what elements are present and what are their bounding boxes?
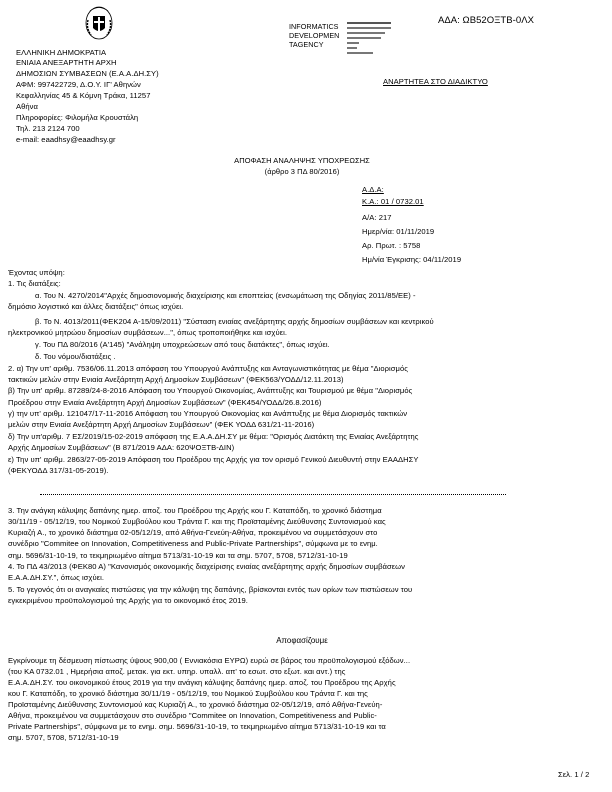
anartitea-label: ΑΝΑΡΤΗΤΕΑ ΣΤΟ ΔΙΑΔΙΚΤΥΟ bbox=[383, 77, 488, 86]
meta-approval: Ημ/νία Έγκρισης: 04/11/2019 bbox=[362, 255, 462, 264]
decision-line: Ε.Α.Α.ΔΗ.ΣΥ. του οικονομικού έτους 2019 για την ανάγκη κάλυψης δαπάνης ημερ. αποζ. του Προέδρου της Αρχής bbox=[8, 678, 396, 687]
considering-line: ε) Την υπ' αριθμ. 2863/27-05-2019 Απόφαση του Προέδρου της Αρχής για τον ορισμό Γενικού Διευθυντή στην ΕΑΑΔΗΣΥ bbox=[8, 455, 419, 464]
considering-line: μελών στην Ενιαία Ανεξάρτητη Αρχή Δημοσίων Συμβάσεων" (ΦΕΚ ΥΟΔΔ 631/21-11-2016) bbox=[8, 420, 315, 429]
point-line: 5. Το γεγονός ότι οι αναγκαίες πιστώσεις για την κάλυψη της δαπάνης, βρίσκονται εντός των ορίων των πιστώσεων του bbox=[8, 585, 413, 594]
issuer-line: Αθήνα bbox=[16, 102, 38, 111]
meta-ka: Κ.Α.: 01 / 0732.01 bbox=[362, 197, 424, 206]
point-line: Κυριαζή Α., το χρονικό διάστημα 02-05/12/19, από Αθήνα-Γενεύη-Αθήνα, προκειμένου να συμμετάσχουν στο bbox=[8, 528, 378, 537]
considering-line: Αρχής Δημοσίων Συμβάσεων" (Β 871/2019 ΑΔΑ: 620ΨΟΞΤΒ-ΔΙΝ) bbox=[8, 443, 235, 452]
considering-line: α. Του Ν. 4270/2014"Αρχές δημοσιονομικής διαχείρισης και εποπτείας (ενσωμάτωση της Οδηγίας 2011/85/ΕΕ) - bbox=[35, 291, 416, 300]
issuer-email[interactable]: e-mail: eaadhsy@eaadhsy.gr bbox=[16, 135, 116, 144]
logo-line-3: TAGENCY bbox=[289, 40, 324, 49]
issuer-line: Κεφαλληνίας 45 & Κόμνη Τράκα, 11257 bbox=[16, 91, 151, 100]
issuer-line: ΑΦΜ: 997422729, Δ.Ο.Υ. ΙΓ' Αθηνών bbox=[16, 80, 141, 89]
logo-line-2: DEVELOPMEN bbox=[289, 31, 340, 40]
logo-line-1: INFORMATICS bbox=[289, 22, 339, 31]
meta-protocol: Αρ. Πρωτ. : 5758 bbox=[362, 241, 421, 250]
decision-line: Private Partnerships", σύμφωνα με το ενημ. σημ. 5696/31-10-19, το τεκμηριωμένο αίτημα 5713/31-10-19 και τα bbox=[8, 722, 386, 731]
considering-line: Προέδρου στην Ενιαία Ανεξάρτητη Αρχή Δημοσίων Συμβάσεων" (ΦΕΚ454/ΥΟΔΔ/26.8.2016) bbox=[8, 398, 322, 407]
considering-line: β) Την υπ' αριθμ. 87289/24-8-2016 Απόφαση του Υπουργού Οικονομίας, Ανάπτυξης και Τουρισμού με θέμα "Διορισμός bbox=[8, 386, 413, 395]
decision-line: σημ. 5707, 5708, 5712/31-10-19 bbox=[8, 733, 119, 742]
decision-line: Αθήνα, προκειμένου να συμμετάσχουν στο συνέδριο "Commitee on Innovation, Competitiveness and Public- bbox=[8, 711, 377, 720]
issuer-line: Τηλ. 213 2124 700 bbox=[16, 124, 80, 133]
issuer-line: ΕΛΛΗΝΙΚΗ ΔΗΜΟΚΡΑΤΙΑ bbox=[16, 48, 107, 57]
considering-line: 1. Τις διατάξεις: bbox=[8, 279, 61, 288]
decision-line: Προϊσταμένης Διεύθυνσης Συντονισμού κας Κυριαζή Α., το χρονικό διάστημα 02-05/12/19, από Αθήνα-Γενεύη- bbox=[8, 700, 383, 709]
document-title: ΑΠΟΦΑΣΗ ΑΝΑΛΗΨΗΣ ΥΠΟΧΡΕΩΣΗΣ bbox=[234, 156, 370, 165]
ada-top: ΑΔΑ: ΩΒ52ΟΞΤΒ-0ΛΧ bbox=[438, 15, 534, 26]
considering-line: γ) την υπ' αριθμ. 121047/17-11-2016 Απόφαση του Υπουργού Οικονομίας και Ανάπτυξης με θέμα Διορισμός τακτικών bbox=[8, 409, 408, 418]
point-line: 30/11/19 - 05/12/19, του Νομικού Συμβούλου κου Τράντα Γ. και της Προϊσταμένης Διεύθυνσης Συντονισμού κας bbox=[8, 517, 386, 526]
issuer-line: ΔΗΜΟΣΙΩΝ ΣΥΜΒΑΣΕΩΝ (Ε.Α.Α.ΔΗ.ΣΥ) bbox=[16, 69, 159, 78]
point-line: εγκεκριμένου προϋπολογισμού της Αρχής για το οικονομικό έτος 2019. bbox=[8, 596, 248, 605]
point-line: σημ. 5696/31-10-19, το τεκμηριωμένο αίτημα 5713/31-10-19 και τα σημ. 5707, 5708, 5712/31-10-19 bbox=[8, 551, 348, 560]
point-line: 3. Την ανάγκη κάλυψης δαπάνης ημερ. αποζ. του Προέδρου της Αρχής κου Γ. Καταπόδη, το χρονικό διάστημα bbox=[8, 506, 382, 515]
considering-line: (ΦΕΚΥΟΔΔ 317/31-05-2019). bbox=[8, 466, 109, 475]
decide-heading: Αποφασίζουμε bbox=[276, 636, 328, 645]
point-line: συνέδριο "Commitee on Innovation, Competitiveness and Public-Private Partnerships", σύμφωνα με το ενημ. bbox=[8, 539, 378, 548]
considering-line: δημόσιο λογιστικό και άλλες διατάξεις" όπως ισχύει. bbox=[8, 302, 184, 311]
page-number: Σελ. 1 / 2 bbox=[558, 770, 590, 779]
issuer-line: ΕΝΙΑΙΑ ΑΝΕΞΑΡΤΗΤΗ ΑΡΧΗ bbox=[16, 58, 117, 67]
decision-line: (του ΚΑ 0732.01 , Ημερήσια αποζ. μετακ. για εκτ. υπηρ. υπαλλ. απ' το εσωτ. στο εξωτ. και αντ.) της bbox=[8, 667, 346, 676]
meta-ada: Α.Δ.Α: bbox=[362, 185, 384, 194]
document-subtitle: (άρθρο 3 ΠΔ 80/2016) bbox=[264, 167, 340, 176]
considering-line: δ) Την υπ'αριθμ. 7 ΕΣ/2019/15-02-2019 απόφαση της Ε.Α.Α.ΔΗ.ΣΥ με θέμα: "Ορισμός Διατάκτη της Ενιαίας Ανεξάρτητης bbox=[8, 432, 419, 441]
considering-line: 2. α) Την υπ' αριθμ. 7536/06.11.2013 απόφαση του Υπουργού Ανάπτυξης και Ανταγωνιστικότητας με θέμα "Διορισμός bbox=[8, 364, 408, 373]
considering-line: γ. Του ΠΔ 80/2016 (Α'145) "Ανάληψη υποχρεώσεων από τους διατάκτες", όπως ισχύει. bbox=[35, 340, 330, 349]
greek-emblem-icon bbox=[84, 2, 114, 42]
considering-line: ηλεκτρονικού μητρώου δημοσίων συμβάσεων...", όπως τροποποιήθηκε και ισχύει. bbox=[8, 328, 287, 337]
issuer-line: Πληροφορίες: Φιλομήλα Κρουστάλη bbox=[16, 113, 139, 122]
decision-line: κου Γ. Καταπόδη, το χρονικό διάστημα 30/11/19 - 05/12/19, του Νομικού Συμβούλου κου Τράντα Γ. και της bbox=[8, 689, 368, 698]
point-line: Ε.Α.Α.ΔΗ.ΣΥ.", όπως ισχύει. bbox=[8, 573, 104, 582]
dotted-separator bbox=[40, 494, 506, 495]
meta-aa: Α/Α: 217 bbox=[362, 213, 392, 222]
considering-heading: Έχοντας υπόψη: bbox=[8, 268, 65, 277]
considering-line: δ. Του νόμου/διατάξεις . bbox=[35, 352, 116, 361]
meta-date: Ημερ/νία: 01/11/2019 bbox=[362, 227, 435, 236]
considering-line: β. Το Ν. 4013/2011(ΦΕΚ204 Α-15/09/2011) "Σύσταση ενιαίας ανεξάρτητης αρχής δημοσίων συμβάσεων και κεντρικού bbox=[35, 317, 434, 326]
considering-line: τακτικών μελών στην Ενιαία Ανεξάρτητη Αρχή Δημοσίων Συμβάσεων" (ΦΕΚ563/ΥΟΔΔ/12.11.2013) bbox=[8, 375, 344, 384]
decision-line: Εγκρίνουμε τη δέσμευση πίστωσης ύψους 900,00 ( Εννιακόσια ΕΥΡΩ) ευρώ σε βάρος του προϋπολογισμού εξόδων... bbox=[8, 656, 411, 665]
logo-fine-print bbox=[347, 22, 391, 54]
point-line: 4. Το ΠΔ 43/2013 (ΦΕΚ80 Α) "Κανονισμός οικονομικής διαχείρισης ενιαίας ανεξάρτητης αρχής δημοσίων συμβάσεων bbox=[8, 562, 405, 571]
